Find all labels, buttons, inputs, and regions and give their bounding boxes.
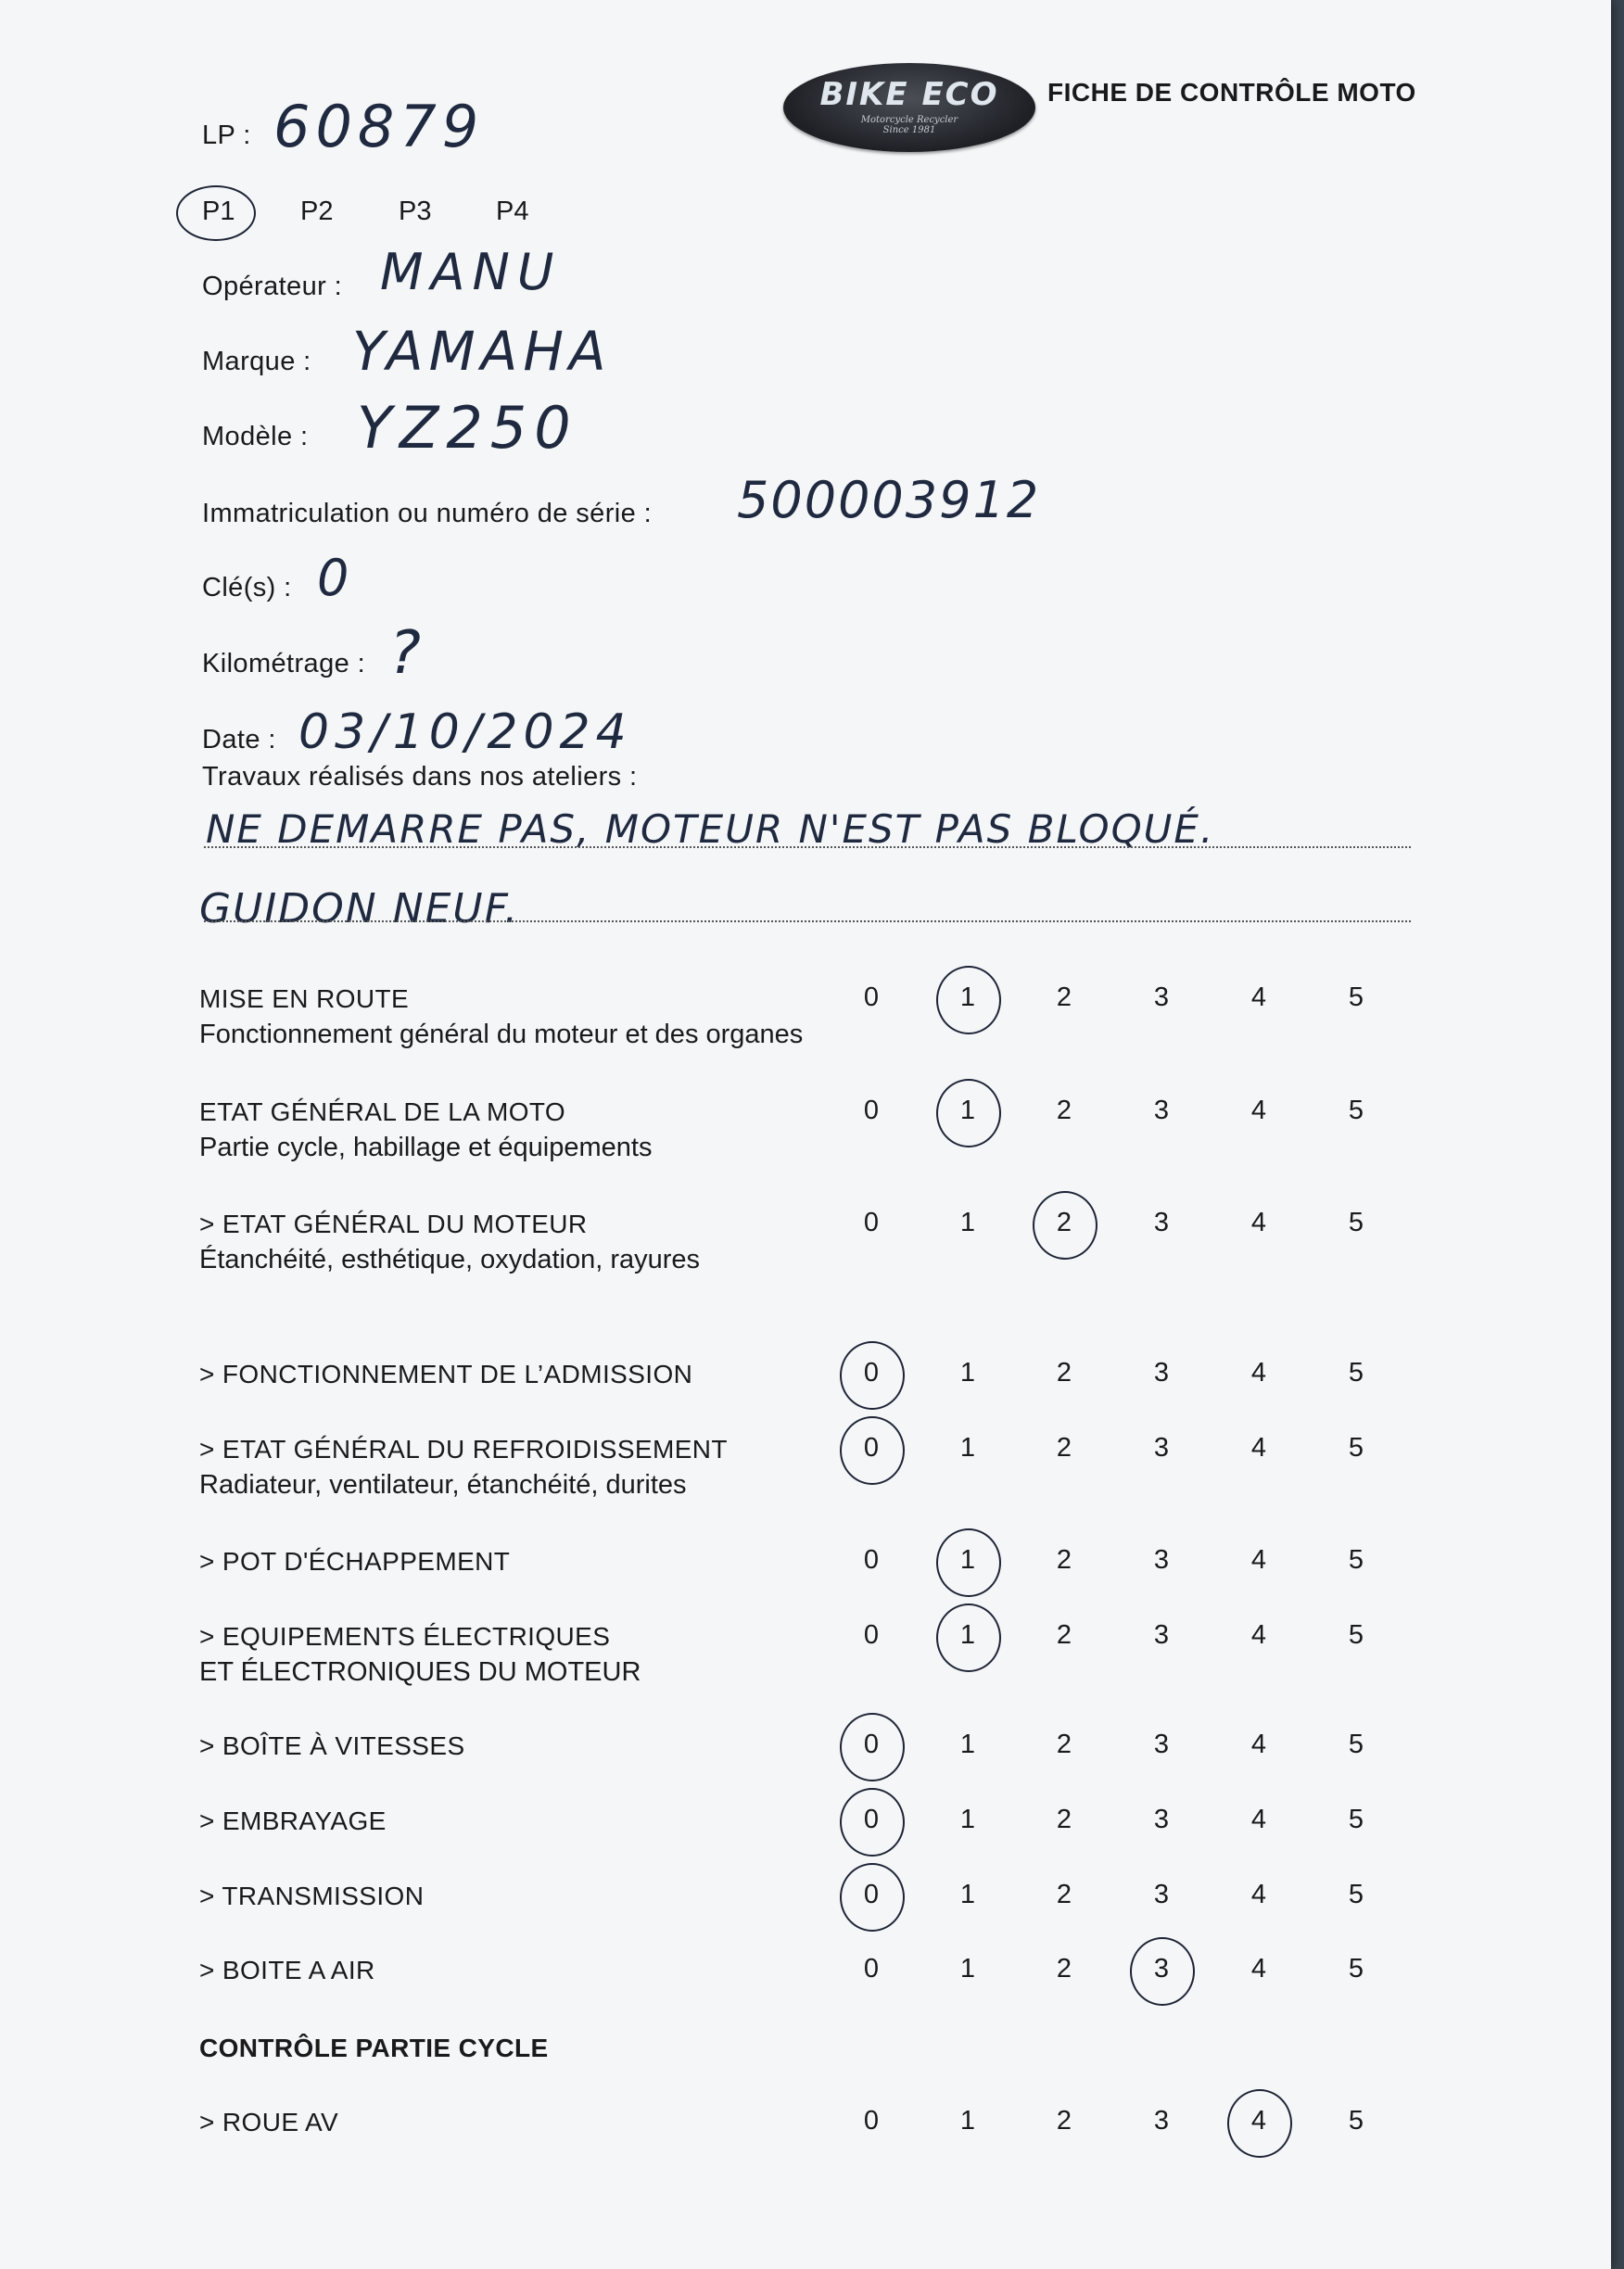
check-selected-score-circle: [840, 1713, 905, 1781]
check-subtitle: Fonctionnement général du moteur et des organes: [199, 1020, 804, 1049]
check-score-option[interactable]: 4: [1250, 1730, 1267, 1759]
check-title: MISE EN ROUTE: [199, 984, 410, 1013]
check-selected-score-circle: [1130, 1937, 1195, 2006]
check-score-option[interactable]: 5: [1348, 1954, 1364, 1984]
check-score-option[interactable]: 0: [863, 1880, 880, 1909]
check-score-option[interactable]: 3: [1153, 1545, 1170, 1575]
check-score-option[interactable]: 3: [1153, 1096, 1170, 1125]
check-score-option[interactable]: 3: [1153, 1954, 1170, 1984]
check-score-option[interactable]: 0: [863, 1208, 880, 1237]
check-subtitle: Étanchéité, esthétique, oxydation, rayures: [199, 1245, 701, 1274]
works-line-1-dots: [204, 846, 1411, 848]
check-title: ETAT GÉNÉRAL DE LA MOTO: [199, 1097, 566, 1126]
check-score-option[interactable]: 3: [1153, 1730, 1170, 1759]
check-score-option[interactable]: 4: [1250, 1096, 1267, 1125]
brand-value[interactable]: YAMAHA: [352, 320, 612, 383]
cycle-check-score-option[interactable]: 0: [863, 2106, 880, 2136]
check-score-option[interactable]: 1: [959, 1880, 976, 1909]
check-selected-score-circle: [840, 1788, 905, 1857]
model-value[interactable]: YZ250: [357, 394, 578, 462]
cycle-check-score-option[interactable]: 3: [1153, 2106, 1170, 2136]
keys-label: Clé(s) :: [202, 573, 292, 602]
check-selected-score-circle: [936, 1528, 1001, 1597]
check-selected-score-circle: [936, 966, 1001, 1034]
works-line-1[interactable]: NE DEMARRE PAS, MOTEUR N'EST PAS BLOQUÉ.: [206, 806, 1215, 852]
check-score-option[interactable]: 4: [1250, 1805, 1267, 1834]
check-score-option[interactable]: 0: [863, 1730, 880, 1759]
check-score-option[interactable]: 1: [959, 1433, 976, 1463]
check-score-option[interactable]: 4: [1250, 1954, 1267, 1984]
works-line-2[interactable]: GUIDON NEUF.: [199, 885, 520, 932]
check-score-option[interactable]: 4: [1250, 1620, 1267, 1650]
lp-label: LP :: [202, 120, 251, 150]
check-score-option[interactable]: 0: [863, 1433, 880, 1463]
check-score-option[interactable]: 4: [1250, 1880, 1267, 1909]
registration-label: Immatriculation ou numéro de série :: [202, 499, 653, 528]
check-score-option[interactable]: 1: [959, 1358, 976, 1388]
check-subtitle: Partie cycle, habillage et équipements: [199, 1133, 653, 1162]
check-selected-score-circle: [840, 1416, 905, 1485]
bike-eco-logo: [783, 63, 1035, 152]
lp-value[interactable]: 60879: [273, 93, 485, 160]
check-score-option[interactable]: 0: [863, 1096, 880, 1125]
check-score-option[interactable]: 5: [1348, 1545, 1364, 1575]
check-title: > ETAT GÉNÉRAL DU MOTEUR: [199, 1210, 588, 1238]
check-score-option[interactable]: 5: [1348, 1358, 1364, 1388]
check-score-option[interactable]: 0: [863, 1545, 880, 1575]
model-label: Modèle :: [202, 422, 309, 451]
check-score-option[interactable]: 1: [959, 1208, 976, 1237]
check-title: > POT D'ÉCHAPPEMENT: [199, 1547, 511, 1576]
registration-value[interactable]: 500003912: [737, 471, 1041, 529]
check-score-option[interactable]: 1: [959, 1730, 976, 1759]
check-score-option[interactable]: 4: [1250, 1358, 1267, 1388]
check-score-option[interactable]: 5: [1348, 1730, 1364, 1759]
check-score-option[interactable]: 5: [1348, 1433, 1364, 1463]
check-title: > TRANSMISSION: [199, 1882, 425, 1910]
check-score-option[interactable]: 2: [1056, 1358, 1072, 1388]
check-score-option[interactable]: 3: [1153, 982, 1170, 1012]
check-score-option[interactable]: 1: [959, 1096, 976, 1125]
selected-position-circle: [176, 185, 256, 241]
cycle-check-selected-score-circle: [1227, 2089, 1292, 2158]
brand-label: Marque :: [202, 347, 311, 376]
check-score-option[interactable]: 3: [1153, 1208, 1170, 1237]
check-score-option[interactable]: 4: [1250, 1433, 1267, 1463]
position-p3[interactable]: P3: [399, 196, 432, 226]
cycle-section-heading: CONTRÔLE PARTIE CYCLE: [199, 2034, 549, 2062]
logo-since: Since 1981: [882, 125, 936, 135]
position-p4[interactable]: P4: [496, 196, 529, 226]
check-score-option[interactable]: 2: [1056, 1954, 1072, 1984]
position-p2[interactable]: P2: [300, 196, 334, 226]
check-score-option[interactable]: 2: [1056, 1880, 1072, 1909]
check-score-option[interactable]: 1: [959, 1954, 976, 1984]
check-score-option[interactable]: 0: [863, 982, 880, 1012]
check-score-option[interactable]: 3: [1153, 1805, 1170, 1834]
check-score-option[interactable]: 1: [959, 982, 976, 1012]
check-title: > BOÎTE À VITESSES: [199, 1731, 465, 1760]
check-score-option[interactable]: 2: [1056, 1096, 1072, 1125]
mileage-label: Kilométrage :: [202, 649, 366, 678]
check-score-option[interactable]: 5: [1348, 1880, 1364, 1909]
check-score-option[interactable]: 4: [1250, 1208, 1267, 1237]
position-p1[interactable]: P1: [202, 196, 235, 226]
cycle-check-score-option[interactable]: 5: [1348, 2106, 1364, 2136]
works-line-2-dots: [204, 920, 1411, 922]
check-title: > ETAT GÉNÉRAL DU REFROIDISSEMENT: [199, 1435, 728, 1464]
check-score-option[interactable]: 3: [1153, 1620, 1170, 1650]
check-score-option[interactable]: 2: [1056, 1730, 1072, 1759]
check-score-option[interactable]: 3: [1153, 1880, 1170, 1909]
date-value[interactable]: 03/10/2024: [298, 704, 632, 760]
logo-text: BIKE ECO: [819, 76, 999, 113]
check-score-option[interactable]: 0: [863, 1620, 880, 1650]
cycle-check-score-option[interactable]: 1: [959, 2106, 976, 2136]
check-score-option[interactable]: 2: [1056, 1545, 1072, 1575]
check-score-option[interactable]: 4: [1250, 1545, 1267, 1575]
check-selected-score-circle: [936, 1079, 1001, 1147]
check-score-option[interactable]: 3: [1153, 1358, 1170, 1388]
check-score-option[interactable]: 0: [863, 1805, 880, 1834]
cycle-check-score-option[interactable]: 2: [1056, 2106, 1072, 2136]
check-score-option[interactable]: 5: [1348, 1096, 1364, 1125]
check-title: > EQUIPEMENTS ÉLECTRIQUES: [199, 1622, 611, 1651]
check-selected-score-circle: [1033, 1191, 1097, 1260]
check-score-option[interactable]: 2: [1056, 1433, 1072, 1463]
check-score-option[interactable]: 1: [959, 1805, 976, 1834]
check-score-option[interactable]: 1: [959, 1620, 976, 1650]
check-subtitle: ET ÉLECTRONIQUES DU MOTEUR: [199, 1657, 641, 1687]
check-score-option[interactable]: 0: [863, 1358, 880, 1388]
operator-value[interactable]: MANU: [380, 243, 562, 301]
cycle-check-title: > ROUE AV: [199, 2108, 339, 2136]
check-selected-score-circle: [840, 1341, 905, 1410]
check-score-option[interactable]: 5: [1348, 1208, 1364, 1237]
date-label: Date :: [202, 725, 276, 754]
check-score-option[interactable]: 5: [1348, 1620, 1364, 1650]
check-selected-score-circle: [936, 1604, 1001, 1672]
check-score-option[interactable]: 2: [1056, 982, 1072, 1012]
check-score-option[interactable]: 3: [1153, 1433, 1170, 1463]
check-score-option[interactable]: 5: [1348, 982, 1364, 1012]
keys-value[interactable]: 0: [317, 549, 349, 607]
check-title: > FONCTIONNEMENT DE L’ADMISSION: [199, 1360, 693, 1388]
check-score-option[interactable]: 2: [1056, 1805, 1072, 1834]
check-score-option[interactable]: 2: [1056, 1620, 1072, 1650]
check-score-option[interactable]: 5: [1348, 1805, 1364, 1834]
cycle-check-score-option[interactable]: 4: [1250, 2106, 1267, 2136]
mileage-value[interactable]: ?: [389, 619, 421, 688]
check-selected-score-circle: [840, 1863, 905, 1932]
check-score-option[interactable]: 2: [1056, 1208, 1072, 1237]
check-subtitle: Radiateur, ventilateur, étanchéité, durites: [199, 1470, 687, 1500]
logo-tagline: Motorcycle Recycler: [860, 115, 958, 125]
check-score-option[interactable]: 0: [863, 1954, 880, 1984]
form-title: FICHE DE CONTRÔLE MOTO: [1047, 78, 1416, 107]
check-title: > EMBRAYAGE: [199, 1806, 387, 1835]
operator-label: Opérateur :: [202, 272, 343, 301]
check-title: > BOITE A AIR: [199, 1956, 375, 1984]
check-score-option[interactable]: 4: [1250, 982, 1267, 1012]
check-score-option[interactable]: 1: [959, 1545, 976, 1575]
works-label: Travaux réalisés dans nos ateliers :: [202, 762, 638, 792]
